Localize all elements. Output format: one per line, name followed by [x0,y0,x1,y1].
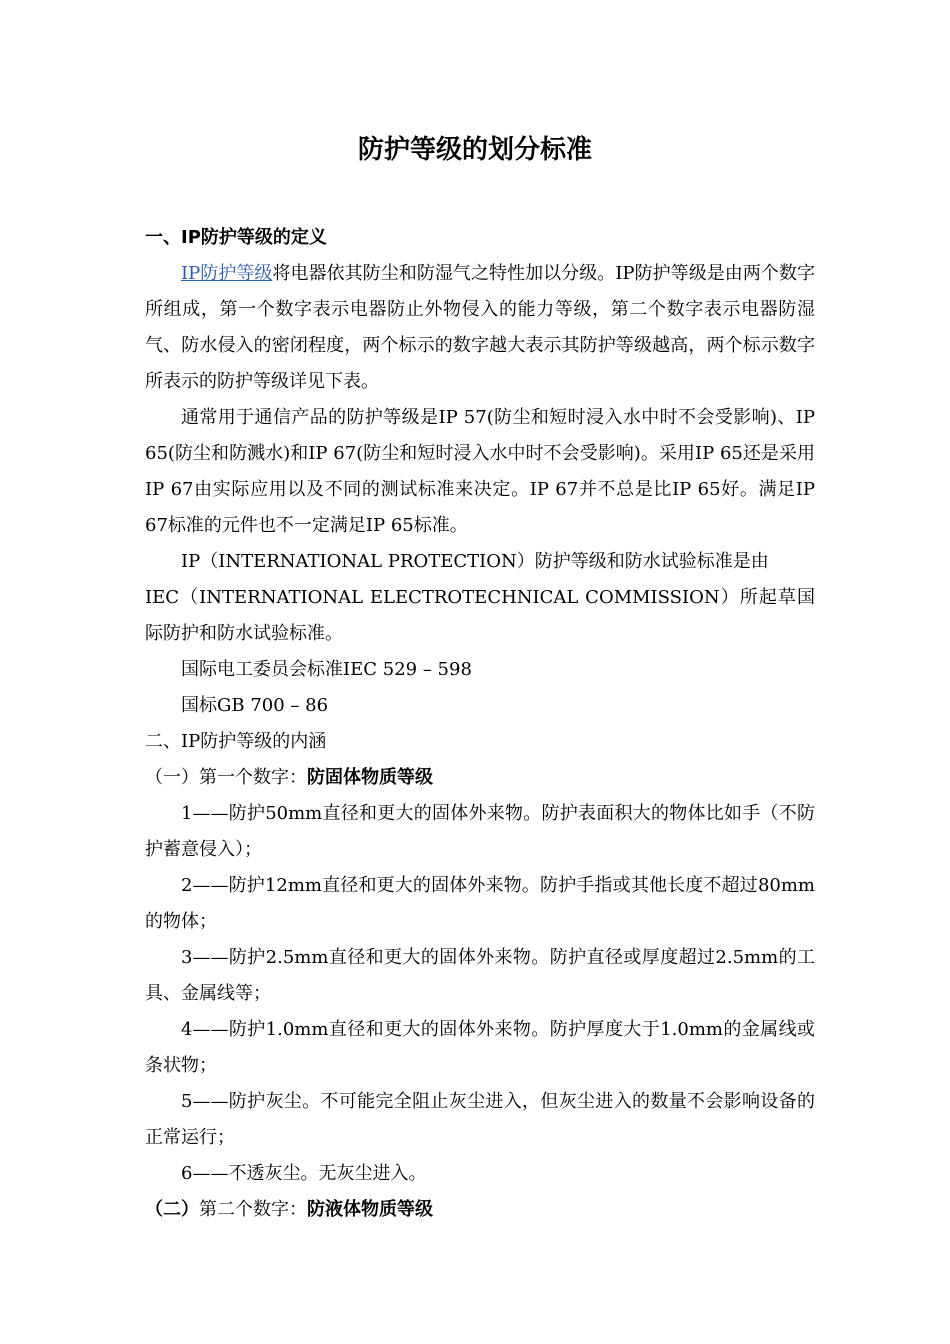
solid-level-item: 2——防护12mm直径和更大的固体外来物。防护手指或其他长度不超过80mm的物体； [145,875,815,932]
subsection1-title: 防固体物质等级 [307,767,433,788]
solid-level-item: 3——防护2.5mm直径和更大的固体外来物。防护直径或厚度超过2.5mm的工具、金属线等； [145,947,815,1004]
solid-level-item: 6——不透灰尘。无灰尘进入。 [181,1163,427,1184]
section1-para1 [145,256,815,400]
subsection2-heading [145,1192,815,1228]
section1-para2: 通常用于通信产品的防护等级是IP 57(防尘和短时浸入水中时不会受影响)、IP 65(防尘和防溅水)和IP 67(防尘和短时浸入水中时不会受影响)。采用IP 65还是采用IP 67由实际应用以及不同的测试标准来决定。IP 67并不总是比IP 65好。满足IP 67标准的元件也不一定满足IP 65标准。 [145,407,815,536]
section1-para3-line2: IEC（INTERNATIONAL ELECTROTECHNICAL COMMISSION）所起草国际防护和防水试验标准。 [145,587,815,644]
page-title: 防护等级的划分标准 [357,135,592,165]
solid-level-item: 5——防护灰尘。不可能完全阻止灰尘进入，但灰尘进入的数量不会影响设备的正常运行； [145,1091,815,1148]
section1-heading: 一、IP防护等级的定义 [145,227,327,248]
subsection1-heading [145,760,815,796]
section2-heading: 二、IP防护等级的内涵 [145,731,327,752]
section1-para3-line1: IP（INTERNATIONAL PROTECTION）防护等级和防水试验标准是由 [181,551,769,572]
ip-rating-link[interactable]: IP防护等级 [181,263,273,284]
section1-para1-text: 将电器依其防尘和防湿气之特性加以分级。IP防护等级是由两个数字所组成，第一个数字表示电器防止外物侵入的能力等级，第二个数字表示电器防湿气、防水侵入的密闭程度，两个标示的数字越大表示其防护等级越高，两个标示数字所表示的防护等级详见下表。 [145,263,815,392]
standard-gb: 国标GB 700 – 86 [181,695,329,716]
subsection2-mid: 第二个数字： [199,1199,307,1220]
solid-level-item: 4——防护1.0mm直径和更大的固体外来物。防护厚度大于1.0mm的金属线或条状物； [145,1019,815,1076]
solid-level-item: 1——防护50mm直径和更大的固体外来物。防护表面积大的物体比如手（不防护蓄意侵入）； [145,803,815,860]
subsection1-prefix: （一）第一个数字： [145,767,307,788]
standard-iec: 国际电工委员会标准IEC 529 – 598 [181,659,472,680]
subsection2-title: 防液体物质等级 [307,1199,433,1220]
subsection2-prefix: （二） [145,1199,199,1220]
document-body [145,220,815,1228]
